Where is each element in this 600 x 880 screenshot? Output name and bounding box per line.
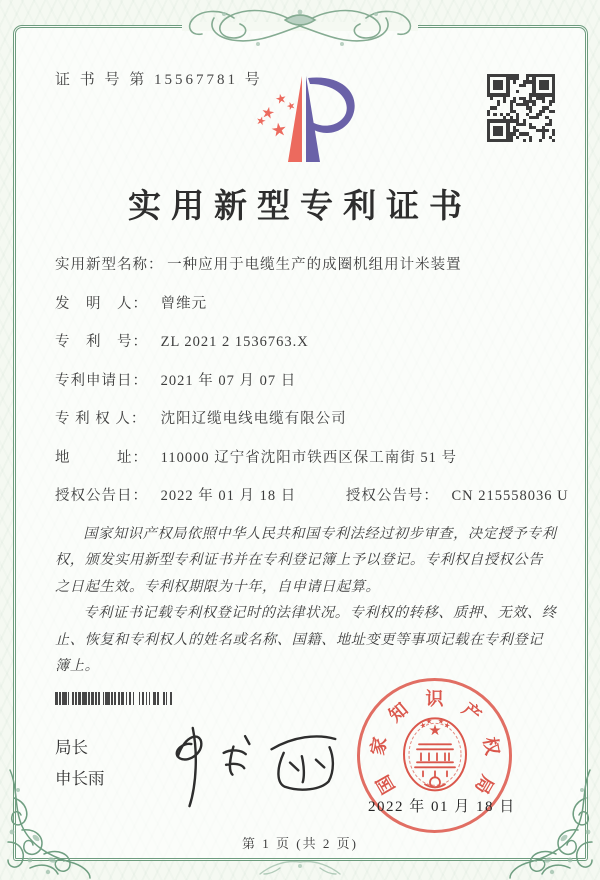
national-emblem-icon	[397, 712, 473, 796]
director-name: 申长雨	[55, 770, 105, 788]
qr-code-icon	[487, 74, 555, 142]
field-value: 2021 年 07 月 07 日	[160, 372, 297, 389]
top-flourish-ornament	[130, 0, 470, 54]
field-value: 沈阳辽缆电线电缆有限公司	[160, 411, 347, 427]
field-row-patentee	[55, 407, 562, 446]
seal-char: 权	[479, 735, 503, 757]
field-row-filing-date	[55, 369, 562, 408]
field-row-name	[55, 253, 562, 292]
field-row-address	[55, 446, 562, 485]
cnipa-logo-icon	[250, 68, 366, 170]
seal-char: 局	[470, 771, 498, 797]
certificate-number: 证 书 号 第 15567781 号	[55, 72, 263, 88]
seal-char: 产	[457, 698, 485, 726]
seal-char: 国	[371, 771, 399, 797]
legal-paragraph-2: 专利证书记载专利权登记时的法律状况。专利权的转移、质押、无效、终止、恢复和专利权人的姓名或名称、国籍、地址变更等事项记载在专利登记簿上。	[55, 605, 557, 675]
grant-number-label: 授权公告号：	[345, 488, 439, 504]
page-number: 第 1 页 (共 2 页)	[242, 836, 358, 851]
legal-paragraph-1: 国家知识产权局依照中华人民共和国专利法经过初步审查，决定授予专利权，颁发实用新型专利证书并在专利登记簿上予以登记。专利权自授权公告之日起生效。专利权期限为十年，自申请日起算。	[55, 526, 557, 595]
field-label: 专 利 权 人：	[55, 411, 147, 427]
bottom-flourish-ornament	[240, 858, 360, 880]
field-label: 专 利 号：	[55, 334, 148, 350]
field-value: 110000 辽宁省沈阳市铁西区保工南街 51 号	[160, 449, 457, 466]
seal-char: 知	[384, 698, 412, 726]
seal-char: 识	[425, 688, 444, 709]
field-label: 专利申请日：	[55, 372, 148, 389]
grant-date-label: 授权公告日：	[55, 488, 148, 504]
field-row-patent-number	[55, 330, 562, 369]
field-value: 一种应用于电缆生产的成圈机组用计米装置	[167, 257, 462, 273]
director-block	[55, 733, 105, 795]
director-title: 局长	[55, 739, 88, 757]
grant-number-value: CN 215558036 U	[451, 488, 569, 504]
field-label: 地 址：	[55, 449, 148, 466]
field-label: 发 明 人：	[55, 295, 148, 312]
legal-text	[55, 521, 557, 679]
director-signature-image	[150, 712, 355, 812]
field-value: ZL 2021 2 1536763.X	[160, 334, 309, 350]
bottom-right-corner-ornament	[508, 768, 600, 880]
seal-date: 2022 年 01 月 18 日	[368, 799, 516, 815]
certificate-fields	[55, 253, 569, 523]
barcode-icon	[55, 692, 173, 705]
field-label: 实用新型名称：	[55, 257, 164, 273]
certificate-title: 实用新型专利证书	[128, 189, 472, 225]
field-row-grant	[55, 484, 569, 523]
grant-date-value: 2022 年 01 月 18 日	[160, 488, 297, 504]
field-row-inventor	[55, 292, 562, 331]
seal-char: 家	[366, 735, 390, 757]
field-value: 曾维元	[160, 295, 208, 312]
